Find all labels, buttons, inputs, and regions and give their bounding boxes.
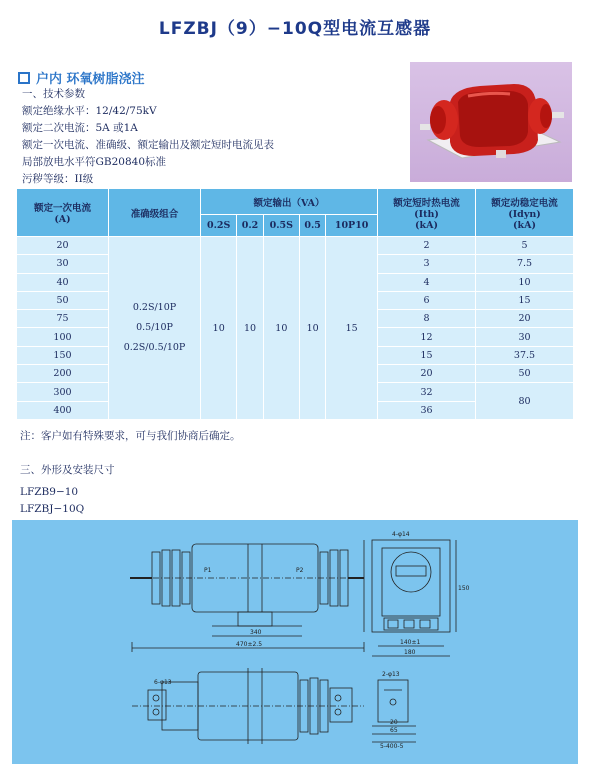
params-heading: 一、技术参数 xyxy=(22,88,85,100)
param-line: 额定一次电流、准确级、额定输出及额定短时电流见表 xyxy=(22,139,274,151)
idyn-cell: 37.5 xyxy=(476,346,574,364)
param-line: 污秽等级：II级 xyxy=(22,173,94,185)
outline-drawing-icon xyxy=(12,520,578,764)
param-line: 额定绝缘水平：12/42/75kV xyxy=(22,105,157,117)
square-bullet-icon xyxy=(18,72,30,84)
svg-text:140±1: 140±1 xyxy=(400,639,421,646)
header-accuracy: 准确级组合 xyxy=(109,189,201,237)
section-title: 户内 环氧树脂浇注 xyxy=(36,72,145,87)
ith-cell: 36 xyxy=(378,401,476,419)
ith-cell: 15 xyxy=(378,346,476,364)
primary-cell: 75 xyxy=(17,310,109,328)
page-title: LFZBJ（9）−10Q型电流互感器 xyxy=(158,19,432,39)
svg-text:65: 65 xyxy=(390,727,398,734)
svg-text:P2: P2 xyxy=(296,567,304,574)
accuracy-cell: 0.2S/10P 0.5/10P 0.2S/0.5/10P xyxy=(109,237,201,420)
idyn-cell: 10 xyxy=(476,273,574,291)
svg-text:150: 150 xyxy=(458,585,470,592)
svg-text:2-φ13: 2-φ13 xyxy=(382,671,400,678)
primary-cell: 40 xyxy=(17,273,109,291)
param-line: 额定二次电流：5A 或1A xyxy=(22,122,138,134)
idyn-cell: 5 xyxy=(476,237,574,255)
primary-cell: 150 xyxy=(17,346,109,364)
technical-params xyxy=(22,86,274,188)
output-cell: 15 xyxy=(326,237,378,420)
header-output-col: 10P10 xyxy=(326,215,378,237)
current-transformer-icon xyxy=(410,62,572,182)
primary-cell: 100 xyxy=(17,328,109,346)
primary-cell: 30 xyxy=(17,255,109,273)
ith-cell: 3 xyxy=(378,255,476,273)
ith-cell: 4 xyxy=(378,273,476,291)
ith-cell: 32 xyxy=(378,383,476,401)
primary-cell: 300 xyxy=(17,383,109,401)
idyn-cell: 50 xyxy=(476,365,574,383)
idyn-cell: 30 xyxy=(476,328,574,346)
model-name: LFZB9−10 xyxy=(20,486,79,498)
svg-text:470±2.5: 470±2.5 xyxy=(236,641,263,648)
ith-cell: 6 xyxy=(378,291,476,309)
idyn-cell: 20 xyxy=(476,310,574,328)
svg-text:180: 180 xyxy=(404,649,416,656)
header-output-col: 0.2 xyxy=(237,215,263,237)
idyn-cell: 80 xyxy=(476,383,574,420)
spec-table xyxy=(16,188,574,420)
table-row xyxy=(17,237,574,255)
header-output-col: 0.2S xyxy=(201,215,237,237)
footnote: 注：客户如有特殊要求，可与我们协商后确定。 xyxy=(20,430,241,442)
primary-cell: 200 xyxy=(17,365,109,383)
primary-cell: 400 xyxy=(17,401,109,419)
svg-text:4-φ14: 4-φ14 xyxy=(392,531,410,538)
svg-text:20: 20 xyxy=(390,719,398,726)
svg-text:5-400-5: 5-400-5 xyxy=(380,743,404,750)
header-rated-output: 额定输出（VA） xyxy=(201,189,378,215)
dimension-drawing xyxy=(12,520,578,764)
product-photo xyxy=(410,62,572,182)
output-cell: 10 xyxy=(237,237,263,420)
ith-cell: 8 xyxy=(378,310,476,328)
section-header xyxy=(18,68,145,87)
header-output-col: 0.5S xyxy=(263,215,299,237)
header-output-col: 0.5 xyxy=(300,215,326,237)
primary-cell: 50 xyxy=(17,291,109,309)
output-cell: 10 xyxy=(201,237,237,420)
header-idyn: 额定动稳定电流 (Idyn) (kA) xyxy=(476,189,574,237)
param-line: 局部放电水平符GB20840标准 xyxy=(22,156,167,168)
idyn-cell: 15 xyxy=(476,291,574,309)
primary-cell: 20 xyxy=(17,237,109,255)
output-cell: 10 xyxy=(263,237,299,420)
ith-cell: 2 xyxy=(378,237,476,255)
idyn-cell: 7.5 xyxy=(476,255,574,273)
header-ith: 额定短时热电流 (Ith) (kA) xyxy=(378,189,476,237)
svg-text:P1: P1 xyxy=(204,567,212,574)
ith-cell: 12 xyxy=(378,328,476,346)
svg-text:340: 340 xyxy=(250,629,262,636)
section3-heading: 三、外形及安装尺寸 xyxy=(20,464,115,476)
ith-cell: 20 xyxy=(378,365,476,383)
svg-text:6-φ13: 6-φ13 xyxy=(154,679,172,686)
model-name: LFZBJ−10Q xyxy=(20,503,85,515)
output-cell: 10 xyxy=(300,237,326,420)
header-primary-current: 额定一次电流 (A) xyxy=(17,189,109,237)
